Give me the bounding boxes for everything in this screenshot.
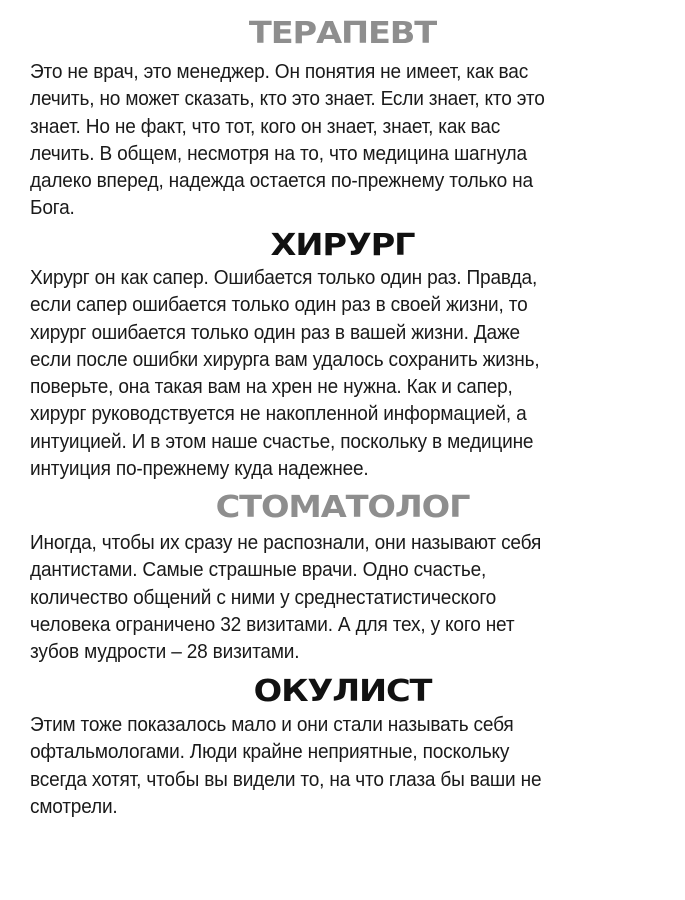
section-title-dentist: СТОМАТОЛОГ <box>215 490 470 525</box>
text-line: интуицией. И в этом наше счастье, поскольку в медицине <box>30 429 534 453</box>
text-line: Хирург он как сапер. Ошибается только один раз. Правда, <box>30 266 538 289</box>
section-title-therapist: ТЕРАПЕВТ <box>248 16 437 51</box>
text-line: далеко вперед, надежда остается по-прежнему только на <box>30 169 533 193</box>
section-text-surgeon <box>30 264 670 482</box>
text-line: хирург ошибается только один раз в вашей жизни. Даже <box>30 320 520 344</box>
text-line: Иногда, чтобы их сразу не распознали, они называют себя <box>30 531 542 554</box>
section-title-oculist: ОКУЛИСТ <box>253 674 432 709</box>
section-text-oculist <box>30 711 670 820</box>
text-line: лечить, но может сказать, кто это знает. Если знает, кто это <box>30 87 545 111</box>
text-line: если после ошибки хирурга вам удалось сохранить жизнь, <box>30 347 540 371</box>
text-line: интуиция по-прежнему куда надежнее. <box>30 457 369 481</box>
text-line: дантистами. Самые страшные врачи. Одно счастье, <box>30 558 487 582</box>
text-line: Этим тоже показалось мало и они стали называть себя <box>30 713 514 736</box>
section-text-therapist <box>30 58 670 222</box>
text-line: офтальмологами. Люди крайне неприятные, поскольку <box>30 740 510 764</box>
text-line: поверьте, она такая вам на хрен не нужна. Как и сапер, <box>30 375 513 399</box>
text-line: Бога. <box>30 196 75 220</box>
section-text-dentist <box>30 529 670 665</box>
text-line: знает. Но не факт, что тот, кого он знает, знает, как вас <box>30 114 501 138</box>
text-line: зубов мудрости – 28 визитами. <box>30 640 300 664</box>
text-line: лечить. В общем, несмотря на то, что медицина шагнула <box>30 141 527 165</box>
text-line: количество общений с ними у среднестатистического <box>30 585 497 609</box>
text-line: хирург руководствуется не накопленной информацией, а <box>30 402 527 426</box>
text-line: человека ограничено 32 визитами. А для тех, у кого нет <box>30 612 515 636</box>
text-line: если сапер ошибается только один раз в своей жизни, то <box>30 293 528 317</box>
text-line: всегда хотят, чтобы вы видели то, на что глаза бы ваши не <box>30 767 542 791</box>
text-line: Это не врач, это менеджер. Он понятия не имеет, как вас <box>30 60 529 83</box>
text-line: смотрели. <box>30 794 118 818</box>
section-title-surgeon: ХИРУРГ <box>270 228 415 263</box>
